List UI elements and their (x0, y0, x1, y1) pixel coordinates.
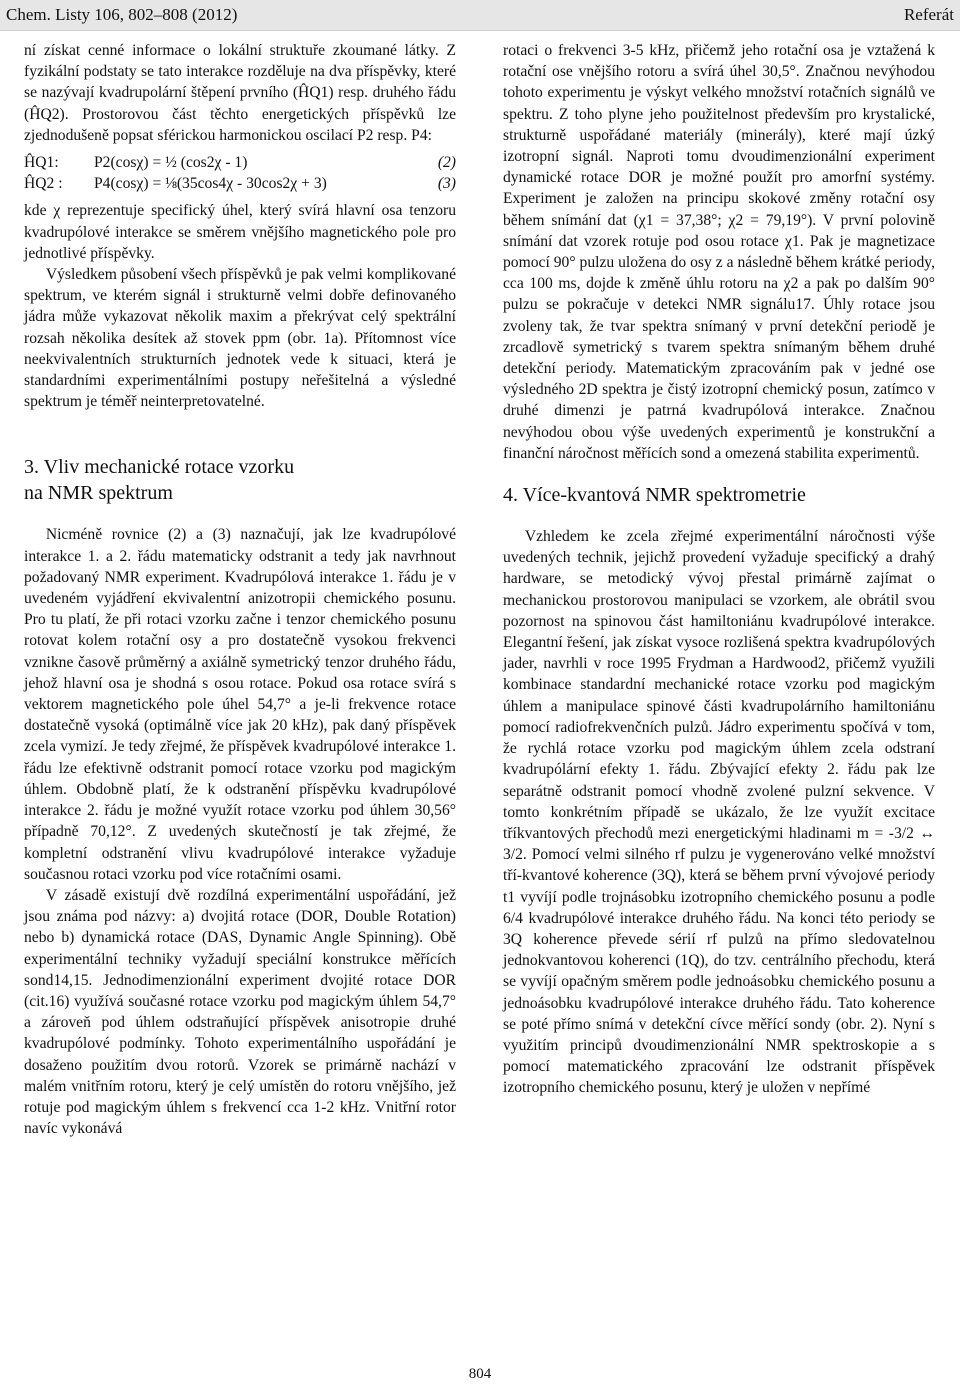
right-column (503, 40, 935, 1099)
equation-3-rhs: P4(cosχ) = ⅛(35cos4χ - 30cos2χ + 3) (94, 175, 327, 193)
equation-2-number: (2) (437, 154, 456, 172)
paragraph-complex-spectrum: Výsledkem působení všech příspěvků je pak velmi komplikované spektrum, ve kterém signál i strukturně velmi dobře definovaného jádra může vykazovat několik maxim a překrývat celý spektrální rozsah několika desítek až stovek ppm (obr. 1a). Přítomnost více neekvivalentních strukturních jednotek vede k situaci, která je standardními experimentálními postupy neřešitelná a výsledné spektrum je téměř neinterpretovatelné. (24, 266, 456, 411)
section-heading-4: 4. Více-kvantová NMR spektrometrie (503, 484, 806, 507)
page-number: 804 (468, 1366, 492, 1382)
paragraph-dor-continuation: rotaci o frekvenci 3-5 kHz, přičemž jeho rotační osa je vztažená k rotační ose vnějšího rotoru a svírá úhel 30,5°. Značnou nevýhodou tohoto experimentu je výskyt velkého množství rotačních signálů ve spektru. Z toho plyne jeho použitelnost především pro krystalické, strukturně uspořádané materiály (minerály), které mají úzký izotropní signál. Naproti tomu dvoudimenzionální experiment dynamické rotace DOR je možné použít pro amorfní systémy. Experiment je založen na principu skokové změny rotační osy během snímání dat (χ1 = 37,38°; χ2 = 79,19°). V první polovině snímání dat vzorek rotuje pod osou rotace χ1. Pak je magnetizace pomocí 90° pulzu uložena do osy z a následně během krátké periody, cca 100 ms, dojde k změně úhlu rotoru na χ2 a pak po dalším 90° pulzu se pokračuje v detekci NMR signálu17. Úhly rotace jsou zvoleny tak, že tvar spektra snímaný v první detekční periodě je zrcadlově symetrický s tvarem spektra snímaným během druhé detekční periody. Matematickým zpracováním pak v jedné ose výsledného 2D spektra je čistý izotropní chemický posun, zatímco v druhé dimenzi je patrná kvadrupólová interakce. Značnou nevýhodou obou výše uvedených experimentů je konstrukční a finanční náročnost měřících sond a omezená stabilita experimentů. (503, 42, 935, 462)
equation-2-lhs: ĤQ1: (24, 154, 59, 172)
equation-3 (24, 173, 456, 194)
equation-2 (24, 152, 456, 173)
section-heading-3 (24, 454, 456, 506)
equation-3-lhs: ĤQ2 : (24, 175, 63, 193)
paragraph-chi-definition: kde χ reprezentuje specifický úhel, který svírá hlavní osa tenzoru kvadrupólové interakce se směrem vnějšího magnetického pole pro jednotlivé příspěvky. (24, 202, 456, 262)
equation-3-number: (3) (437, 175, 456, 193)
paragraph-dor-das: V zásadě existují dvě rozdílná experimentální uspořádání, jež jsou známa pod názvy: a) dvojitá rotace (DOR, Double Rotation) nebo b) dynamická rotace (DAS, Dynamic Angle Spinning). Obě experimentální techniky vyžadují speciální konstrukce měřících sond14,15. Jednodimenzionální experiment dvojité rotace DOR (cit.16) využívá současné rotace vzorku pod magickým úhlem 54,7° a zároveň pod úhlem odstraňující příspěvek anisotropie druhé kvadrupólové podmínky. Tohoto experimentálního uspořádání je dosaženo použitím dvou rotorů. Vzorek se primárně nachází v malém vnitřním rotoru, který je celý umístěn do rotoru vnějšího, jež rotuje pod magickým úhlem s frekvencí cca 1-2 kHz. Vnitřní rotor navíc vykonává (24, 886, 456, 1138)
paragraph-mqmas: Vzhledem ke zcela zřejmé experimentální náročnosti výše uvedených technik, jejichž provedení vyžaduje specifický a drahý hardware, se metodický vývoj přestal primárně zajímat o mechanickou prostorovou manipulaci se vzorkem, ale obrátil svou pozornost na spinovou část hamiltoniánu kvadrupólové interakce. Elegantní řešení, jak získat vysoce rozlišená spektra kvadrupólových jader, navrhli v roce 1995 Frydman a Hardwood2, přičemž využili kombinace standardní mechanické rotace vzorku pod magickým úhlem a manipulace spinové části kvadrupolárního hamiltoniánu pomocí radiofrekvenčních pulzů. Jádro experimentu spočívá v tom, že rychlá rotace vzorku pod magickým úhlem zcela odstraní kvadrupólární efekty 1. řádu. Zbývající efekty 2. řádu pak lze separátně odstranit pomocí vhodně zvolené pulzní sekvence. V tomto konkrétním případě se ukázalo, že lze využít excitace tříkvantových přechodů mezi energetickými hladinami m = -3/2 ↔ 3/2. Pomocí velmi silného rf pulzu je vygenerováno velké množství tří-kvantové koherence (3Q), která se během první vývojové periody t1 vyvíjí podle trojnásobku izotropního chemického posunu a podle 6/4 kvadrupólové interakce druhého řádu. Na konci této periody se 3Q koherence převede sérií rf pulzů na přímo sledovatelnou jednokvantovou koherenci (1Q), do tzv. centrálního přechodu, která se vyvíjí opačným směrem podle jednoásobku chemického posunu a jednoásobku kvadrupólové interakce druhého řádu. Tato koherence se poté přímo snímá v detekční cívce měřící sondy (obr. 2). Nyní s využitím principů dvoudimenzionální NMR spektroskopie a s pomocí matematického zpracování lze odstranit příspěvek izotropního chemického posunu, který je uložen v nepřímé (503, 528, 935, 1097)
left-column (24, 40, 456, 1139)
equation-2-rhs: P2(cosχ) = ½ (cos2χ - 1) (94, 154, 248, 172)
paragraph-intro: ní získat cenné informace o lokální struktuře zkoumané látky. Z fyzikální podstaty se tato interakce rozděluje na dva příspěvky, které se nazývají kvadrupolární štěpení prvního (ĤQ1) resp. druhého řádu (ĤQ2). Prostorovou část těchto energetických příspěvků lze zjednodušeně popsat sférickou harmonickou oscilací P2 resp. P4: (24, 42, 456, 144)
section-label: Referát (903, 5, 954, 24)
journal-citation: Chem. Listy 106, 802–808 (2012) (6, 5, 238, 24)
paragraph-rotation: Nicméně rovnice (2) a (3) naznačují, jak lze kvadrupólové interakce 1. a 2. řádu matematicky odstranit a tedy jak navrhnout požadovaný NMR experiment. Kvadrupólová interakce 1. řádu je v uvedeném vyjádření ekvivalentní anizotropii chemického posunu. Pro tu platí, že při rotaci vzorku začne i tenzor chemického posunu rotovat kolem rotační osy a pro dostatečně vysokou frekvenci vznikne časově průměrný a axiálně symetrický tenzor druhého řádu, jehož hlavní osa je shodná s osou rotace. Pokud osa rotace svírá s vektorem magnetického pole úhel 54,7° a je-li frekvence rotace dostatečně vysoká (optimálně více jak 20 kHz), pak daný příspěvek zcela vymizí. Je tedy zřejmé, že příspěvek kvadrupólové interakce 1. řádu lze efektivně odstranit pomocí rotace vzorku pod magickým úhlem. Obdobně platí, že k odstranění příspěvku kvadrupólové interakce 2. řádu je možné využít rotace vzorku pod úhlem 30,56° případně 70,12°. Z uvedených skutečností je tak zřejmé, že kompletní odstranění vlivu kvadrupólové interakce vyžaduje současnou rotaci vzorku pod více rotačními osami. (24, 526, 456, 883)
section-heading-3-line2: na NMR spektrum (24, 482, 173, 505)
section-heading-3-line1: 3. Vliv mechanické rotace vzorku (24, 456, 295, 479)
journal-header (0, 0, 960, 31)
